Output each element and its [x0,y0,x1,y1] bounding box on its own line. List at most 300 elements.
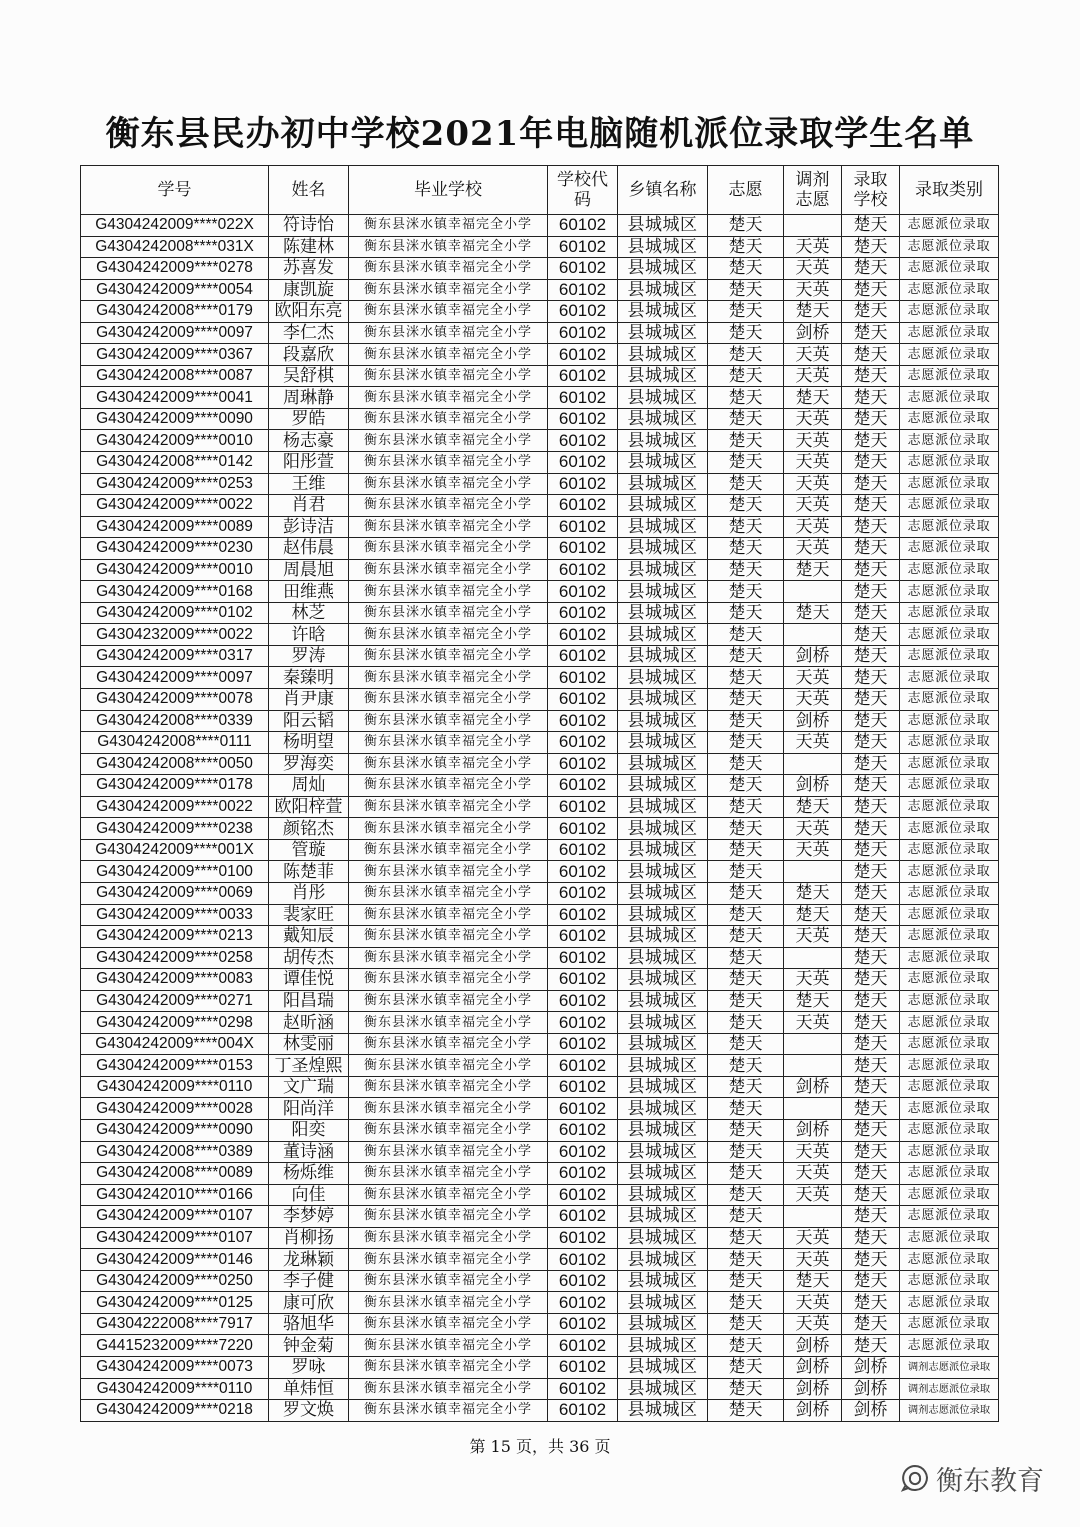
cell-town: 县城城区 [618,1400,708,1422]
cell-category: 志愿派位录取 [900,1270,999,1292]
cell-id: G4304242009****001X [81,839,269,861]
cell-code: 60102 [548,904,618,926]
cell-school: 衡东县洣水镇幸福完全小学 [349,215,548,237]
cell-adjust [784,1098,842,1120]
cell-school: 衡东县洣水镇幸福完全小学 [349,947,548,969]
cell-school: 衡东县洣水镇幸福完全小学 [349,624,548,646]
cell-name: 罗文焕 [269,1400,349,1422]
cell-admitted: 楚天 [842,624,900,646]
cell-town: 县城城区 [618,1313,708,1335]
cell-category: 志愿派位录取 [900,904,999,926]
cell-school: 衡东县洣水镇幸福完全小学 [349,322,548,344]
cell-admitted: 楚天 [842,667,900,689]
cell-town: 县城城区 [618,667,708,689]
cell-choice: 楚天 [708,1163,784,1185]
cell-name: 单炜恒 [269,1378,349,1400]
cell-name: 董诗涵 [269,1141,349,1163]
cell-school: 衡东县洣水镇幸福完全小学 [349,430,548,452]
cell-school: 衡东县洣水镇幸福完全小学 [349,990,548,1012]
table-row [81,839,999,861]
cell-adjust [784,1055,842,1077]
cell-admitted: 楚天 [842,1313,900,1335]
cell-town: 县城城区 [618,602,708,624]
header-town: 乡镇名称 [618,166,708,215]
cell-school: 衡东县洣水镇幸福完全小学 [349,904,548,926]
cell-category: 志愿派位录取 [900,258,999,280]
cell-admitted: 楚天 [842,581,900,603]
cell-admitted: 楚天 [842,839,900,861]
cell-category: 志愿派位录取 [900,1098,999,1120]
cell-name: 罗咏 [269,1356,349,1378]
cell-admitted: 楚天 [842,408,900,430]
cell-adjust: 楚天 [784,387,842,409]
cell-id: G4304242009****0258 [81,947,269,969]
cell-code: 60102 [548,667,618,689]
cell-name: 欧阳梓萱 [269,796,349,818]
cell-adjust [784,1033,842,1055]
cell-category: 志愿派位录取 [900,1184,999,1206]
cell-choice: 楚天 [708,1378,784,1400]
cell-category: 志愿派位录取 [900,1227,999,1249]
cell-code: 60102 [548,1400,618,1422]
cell-town: 县城城区 [618,990,708,1012]
cell-id: G4304242008****0389 [81,1141,269,1163]
cell-town: 县城城区 [618,1270,708,1292]
table-row [81,1292,999,1314]
cell-code: 60102 [548,387,618,409]
cell-choice: 楚天 [708,1313,784,1335]
table-row [81,258,999,280]
cell-town: 县城城区 [618,710,708,732]
cell-choice: 楚天 [708,1400,784,1422]
wechat-official-account-icon [900,1463,930,1493]
cell-adjust: 剑桥 [784,1119,842,1141]
cell-adjust: 天英 [784,538,842,560]
cell-town: 县城城区 [618,689,708,711]
cell-id: G4304242008****0339 [81,710,269,732]
cell-code: 60102 [548,1292,618,1314]
cell-choice: 楚天 [708,258,784,280]
table-row [81,430,999,452]
cell-school: 衡东县洣水镇幸福完全小学 [349,236,548,258]
cell-school: 衡东县洣水镇幸福完全小学 [349,839,548,861]
cell-admitted: 楚天 [842,430,900,452]
cell-name: 杨烁维 [269,1163,349,1185]
cell-code: 60102 [548,753,618,775]
cell-town: 县城城区 [618,624,708,646]
cell-name: 肖尹康 [269,689,349,711]
cell-town: 县城城区 [618,408,708,430]
cell-choice: 楚天 [708,1055,784,1077]
cell-name: 许晗 [269,624,349,646]
table-row [81,732,999,754]
cell-name: 谭佳悦 [269,969,349,991]
cell-code: 60102 [548,796,618,818]
cell-name: 秦臻明 [269,667,349,689]
cell-school: 衡东县洣水镇幸福完全小学 [349,473,548,495]
cell-id: G4304242009****0022 [81,796,269,818]
cell-id: G4304242009****0367 [81,344,269,366]
cell-choice: 楚天 [708,452,784,474]
cell-town: 县城城区 [618,1335,708,1357]
cell-name: 周灿 [269,775,349,797]
cell-id: G4304242009****0097 [81,667,269,689]
cell-choice: 楚天 [708,538,784,560]
cell-category: 志愿派位录取 [900,689,999,711]
cell-town: 县城城区 [618,796,708,818]
cell-town: 县城城区 [618,581,708,603]
cell-category: 志愿派位录取 [900,753,999,775]
cell-category: 志愿派位录取 [900,1119,999,1141]
cell-school: 衡东县洣水镇幸福完全小学 [349,645,548,667]
cell-id: G4304242009****0010 [81,430,269,452]
cell-adjust: 天英 [784,473,842,495]
cell-category: 志愿派位录取 [900,1055,999,1077]
cell-code: 60102 [548,1141,618,1163]
cell-id: G4304242009****0230 [81,538,269,560]
cell-choice: 楚天 [708,322,784,344]
cell-id: G4304242008****0142 [81,452,269,474]
cell-id: G4304242009****0153 [81,1055,269,1077]
cell-admitted: 楚天 [842,926,900,948]
cell-category: 志愿派位录取 [900,1292,999,1314]
cell-town: 县城城区 [618,861,708,883]
cell-adjust: 楚天 [784,1270,842,1292]
cell-adjust: 天英 [784,732,842,754]
cell-id: G4304242009****0033 [81,904,269,926]
table-row [81,452,999,474]
cell-admitted: 楚天 [842,710,900,732]
cell-choice: 楚天 [708,689,784,711]
cell-name: 林雯丽 [269,1033,349,1055]
cell-town: 县城城区 [618,839,708,861]
table-row [81,645,999,667]
cell-adjust: 天英 [784,236,842,258]
cell-school: 衡东县洣水镇幸福完全小学 [349,602,548,624]
cell-category: 志愿派位录取 [900,473,999,495]
table-row [81,753,999,775]
cell-adjust: 天英 [784,365,842,387]
cell-category: 志愿派位录取 [900,1335,999,1357]
cell-admitted: 楚天 [842,1055,900,1077]
cell-category: 志愿派位录取 [900,1033,999,1055]
table-row [81,1012,999,1034]
cell-town: 县城城区 [618,1206,708,1228]
table-row [81,495,999,517]
cell-code: 60102 [548,969,618,991]
cell-school: 衡东县洣水镇幸福完全小学 [349,1033,548,1055]
cell-school: 衡东县洣水镇幸福完全小学 [349,1313,548,1335]
cell-id: G4304242009****0010 [81,559,269,581]
cell-code: 60102 [548,538,618,560]
cell-school: 衡东县洣水镇幸福完全小学 [349,452,548,474]
cell-code: 60102 [548,1119,618,1141]
cell-code: 60102 [548,408,618,430]
table-row [81,624,999,646]
table-row [81,387,999,409]
cell-choice: 楚天 [708,753,784,775]
cell-choice: 楚天 [708,301,784,323]
cell-adjust: 天英 [784,689,842,711]
cell-choice: 楚天 [708,430,784,452]
cell-school: 衡东县洣水镇幸福完全小学 [349,710,548,732]
cell-id: G4304242009****0107 [81,1206,269,1228]
table-row [81,818,999,840]
cell-id: G4304242009****0097 [81,322,269,344]
cell-school: 衡东县洣水镇幸福完全小学 [349,559,548,581]
cell-town: 县城城区 [618,1119,708,1141]
cell-category: 志愿派位录取 [900,322,999,344]
cell-id: G4304222008****7917 [81,1313,269,1335]
cell-name: 苏喜发 [269,258,349,280]
watermark [900,1460,1044,1496]
cell-code: 60102 [548,495,618,517]
table-row [81,279,999,301]
cell-choice: 楚天 [708,1292,784,1314]
table-row [81,1356,999,1378]
cell-admitted: 楚天 [842,796,900,818]
cell-id: G4304242009****0218 [81,1400,269,1422]
cell-town: 县城城区 [618,387,708,409]
cell-choice: 楚天 [708,926,784,948]
cell-name: 段嘉欣 [269,344,349,366]
cell-admitted: 楚天 [842,258,900,280]
cell-category: 志愿派位录取 [900,1076,999,1098]
table-row [81,559,999,581]
cell-category: 志愿派位录取 [900,645,999,667]
cell-admitted: 楚天 [842,969,900,991]
cell-name: 向佳 [269,1184,349,1206]
cell-code: 60102 [548,947,618,969]
table-row [81,1313,999,1335]
cell-category: 志愿派位录取 [900,1141,999,1163]
cell-name: 丁圣煌熙 [269,1055,349,1077]
table-row [81,538,999,560]
cell-choice: 楚天 [708,667,784,689]
cell-choice: 楚天 [708,645,784,667]
cell-town: 县城城区 [618,732,708,754]
cell-name: 裴家旺 [269,904,349,926]
table-row [81,1163,999,1185]
cell-choice: 楚天 [708,818,784,840]
table-row [81,1055,999,1077]
table-row [81,1184,999,1206]
cell-town: 县城城区 [618,236,708,258]
cell-code: 60102 [548,1163,618,1185]
cell-code: 60102 [548,689,618,711]
cell-adjust: 天英 [784,1141,842,1163]
cell-name: 杨志豪 [269,430,349,452]
cell-category: 志愿派位录取 [900,969,999,991]
cell-id: G4304242009****0102 [81,602,269,624]
cell-id: G4304242009****0178 [81,775,269,797]
cell-school: 衡东县洣水镇幸福完全小学 [349,344,548,366]
table-row [81,215,999,237]
cell-category: 志愿派位录取 [900,365,999,387]
cell-choice: 楚天 [708,1076,784,1098]
cell-choice: 楚天 [708,236,784,258]
header-admission-category: 录取类别 [900,166,999,215]
cell-code: 60102 [548,818,618,840]
cell-adjust: 天英 [784,344,842,366]
cell-code: 60102 [548,645,618,667]
cell-name: 阳昌瑞 [269,990,349,1012]
cell-admitted: 楚天 [842,990,900,1012]
cell-school: 衡东县洣水镇幸福完全小学 [349,1227,548,1249]
header-school-code: 学校代 码 [548,166,618,215]
cell-code: 60102 [548,710,618,732]
cell-name: 李子健 [269,1270,349,1292]
cell-town: 县城城区 [618,559,708,581]
cell-adjust [784,947,842,969]
cell-category: 志愿派位录取 [900,1313,999,1335]
cell-choice: 楚天 [708,796,784,818]
cell-adjust: 天英 [784,516,842,538]
table-row [81,322,999,344]
cell-choice: 楚天 [708,408,784,430]
cell-school: 衡东县洣水镇幸福完全小学 [349,1012,548,1034]
cell-name: 李仁杰 [269,322,349,344]
cell-id: G4304242008****0179 [81,301,269,323]
cell-name: 陈楚菲 [269,861,349,883]
cell-code: 60102 [548,775,618,797]
cell-choice: 楚天 [708,1249,784,1271]
table-row [81,689,999,711]
cell-adjust: 天英 [784,1292,842,1314]
cell-code: 60102 [548,1055,618,1077]
cell-name: 王维 [269,473,349,495]
cell-town: 县城城区 [618,430,708,452]
cell-category: 志愿派位录取 [900,667,999,689]
cell-name: 彭诗洁 [269,516,349,538]
cell-admitted: 楚天 [842,1227,900,1249]
cell-choice: 楚天 [708,1335,784,1357]
cell-admitted: 楚天 [842,1098,900,1120]
cell-school: 衡东县洣水镇幸福完全小学 [349,689,548,711]
cell-name: 肖柳扬 [269,1227,349,1249]
cell-choice: 楚天 [708,839,784,861]
cell-school: 衡东县洣水镇幸福完全小学 [349,279,548,301]
cell-adjust [784,861,842,883]
cell-category: 调剂志愿派位录取 [900,1356,999,1378]
cell-choice: 楚天 [708,1012,784,1034]
header-choice: 志愿 [708,166,784,215]
cell-town: 县城城区 [618,1356,708,1378]
admission-table [80,165,999,1422]
cell-admitted: 楚天 [842,279,900,301]
cell-admitted: 楚天 [842,1270,900,1292]
cell-choice: 楚天 [708,344,784,366]
cell-adjust: 天英 [784,1163,842,1185]
header-name: 姓名 [269,166,349,215]
cell-name: 周琳静 [269,387,349,409]
cell-code: 60102 [548,279,618,301]
cell-choice: 楚天 [708,1098,784,1120]
table-row [81,990,999,1012]
cell-code: 60102 [548,516,618,538]
cell-school: 衡东县洣水镇幸福完全小学 [349,1206,548,1228]
cell-town: 县城城区 [618,775,708,797]
table-row [81,775,999,797]
header-adjusted-choice: 调剂 志愿 [784,166,842,215]
cell-id: G4304242009****0125 [81,1292,269,1314]
cell-id: G4304242009****0028 [81,1098,269,1120]
header-admitted-school: 录取 学校 [842,166,900,215]
cell-adjust [784,581,842,603]
cell-name: 田维燕 [269,581,349,603]
cell-id: G4304242009****0278 [81,258,269,280]
cell-admitted: 楚天 [842,236,900,258]
cell-adjust: 剑桥 [784,1378,842,1400]
cell-school: 衡东县洣水镇幸福完全小学 [349,495,548,517]
cell-choice: 楚天 [708,1206,784,1228]
table-row [81,301,999,323]
cell-choice: 楚天 [708,581,784,603]
cell-adjust: 天英 [784,1249,842,1271]
cell-code: 60102 [548,452,618,474]
table-row [81,947,999,969]
cell-name: 阳云韬 [269,710,349,732]
cell-id: G4304242008****031X [81,236,269,258]
cell-category: 志愿派位录取 [900,344,999,366]
cell-name: 阳彤萱 [269,452,349,474]
cell-school: 衡东县洣水镇幸福完全小学 [349,1055,548,1077]
cell-category: 调剂志愿派位录取 [900,1378,999,1400]
table-row [81,408,999,430]
cell-town: 县城城区 [618,882,708,904]
cell-id: G4304242009****004X [81,1033,269,1055]
cell-choice: 楚天 [708,1227,784,1249]
cell-code: 60102 [548,839,618,861]
cell-admitted: 楚天 [842,538,900,560]
cell-admitted: 楚天 [842,1249,900,1271]
cell-id: G4304242008****0087 [81,365,269,387]
cell-category: 志愿派位录取 [900,796,999,818]
cell-town: 县城城区 [618,926,708,948]
table-row [81,516,999,538]
cell-adjust: 剑桥 [784,1400,842,1422]
cell-admitted: 楚天 [842,387,900,409]
cell-name: 赵昕涵 [269,1012,349,1034]
cell-id: G4304242009****0107 [81,1227,269,1249]
cell-town: 县城城区 [618,215,708,237]
cell-town: 县城城区 [618,818,708,840]
table-row [81,1076,999,1098]
cell-adjust: 天英 [784,495,842,517]
cell-code: 60102 [548,1012,618,1034]
cell-admitted: 楚天 [842,301,900,323]
cell-choice: 楚天 [708,602,784,624]
cell-choice: 楚天 [708,473,784,495]
cell-category: 志愿派位录取 [900,839,999,861]
cell-category: 志愿派位录取 [900,559,999,581]
cell-admitted: 楚天 [842,516,900,538]
cell-town: 县城城区 [618,1098,708,1120]
cell-name: 吴舒棋 [269,365,349,387]
cell-id: G4304232009****0022 [81,624,269,646]
table-row [81,926,999,948]
cell-town: 县城城区 [618,1163,708,1185]
cell-town: 县城城区 [618,258,708,280]
cell-id: G4304242009****0073 [81,1356,269,1378]
cell-town: 县城城区 [618,1184,708,1206]
cell-id: G4304242009****0110 [81,1076,269,1098]
table-row [81,581,999,603]
cell-adjust: 剑桥 [784,775,842,797]
cell-id: G4304242009****0069 [81,882,269,904]
cell-school: 衡东县洣水镇幸福完全小学 [349,775,548,797]
table-row [81,861,999,883]
